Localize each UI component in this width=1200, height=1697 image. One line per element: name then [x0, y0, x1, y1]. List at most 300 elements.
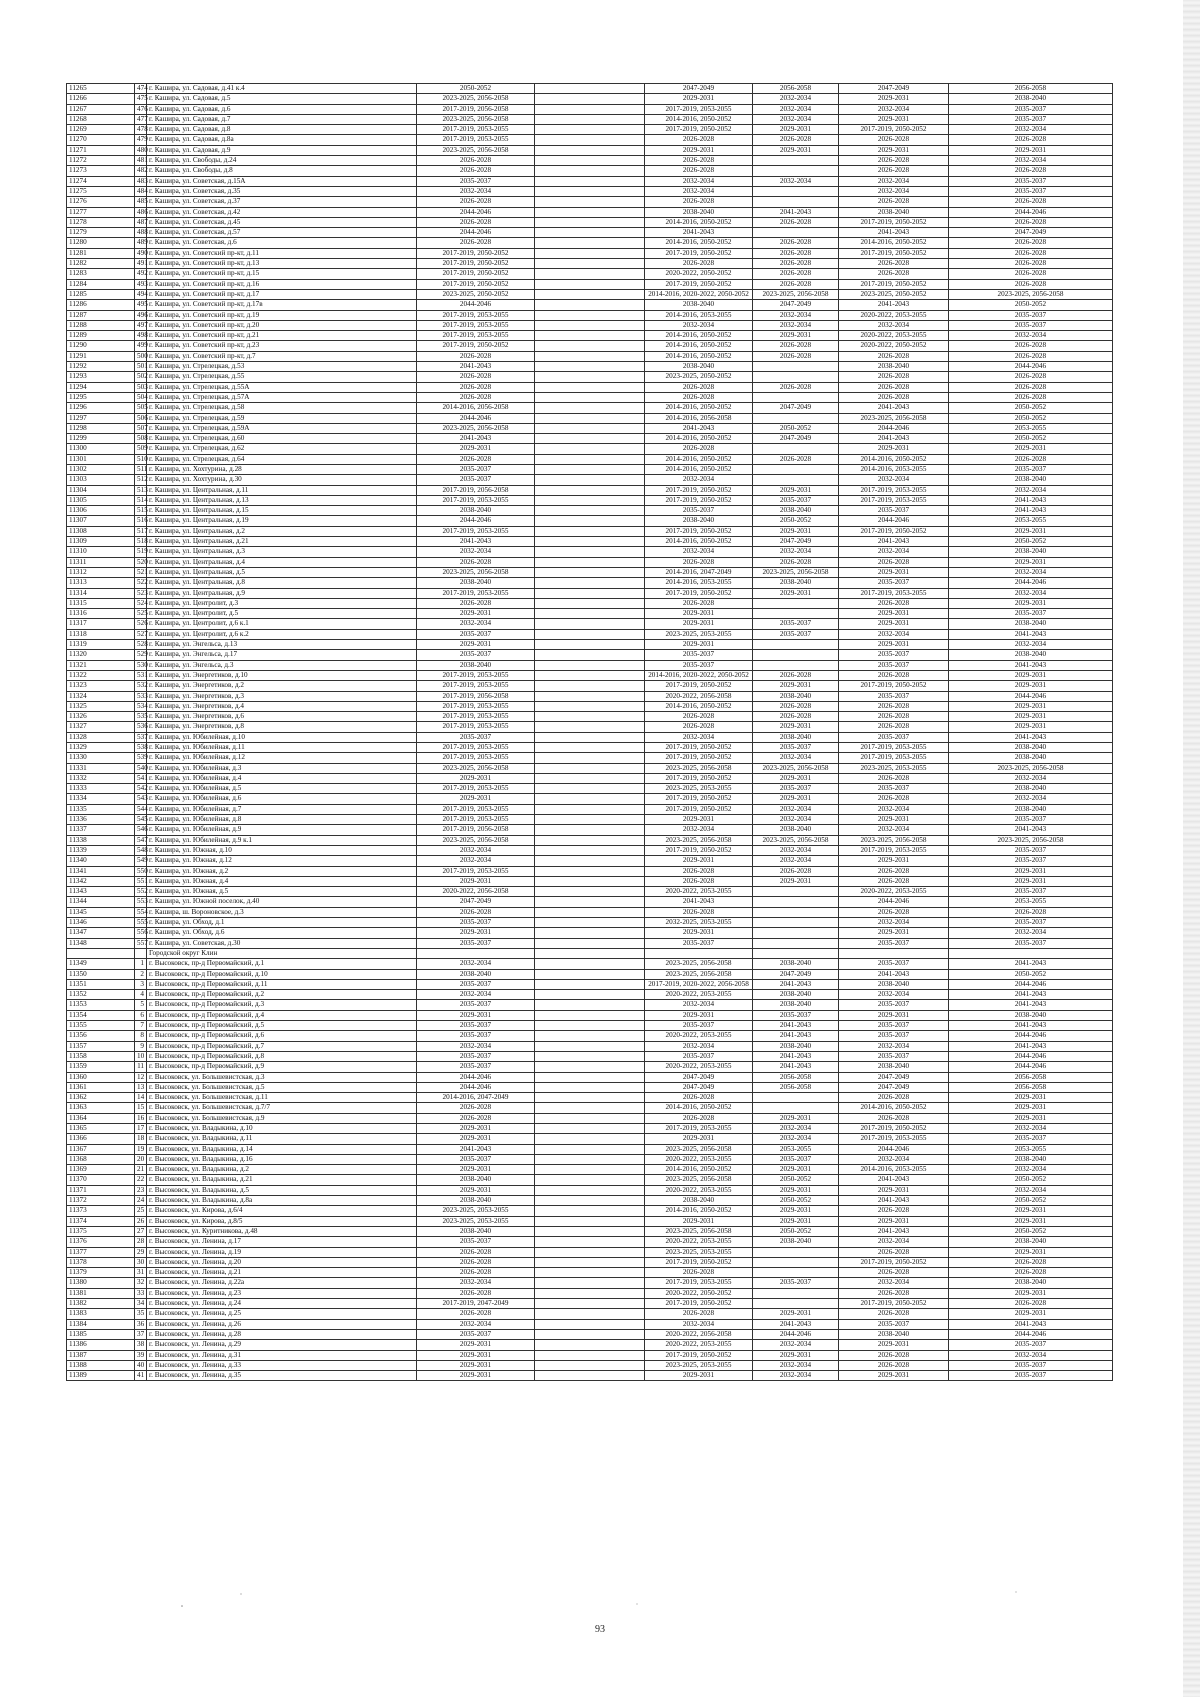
item-number: 23 — [135, 1185, 147, 1195]
period-1: 2026-2028 — [417, 372, 535, 382]
address: г. Кашира, ул. Южная, д.4 — [147, 876, 417, 886]
period-6: 2050-2052 — [949, 300, 1113, 310]
period-2 — [535, 640, 645, 650]
item-number: 493 — [135, 279, 147, 289]
table-row — [67, 743, 1113, 753]
period-2 — [535, 506, 645, 516]
period-3: 2029-2031 — [645, 1010, 753, 1020]
item-number: 24 — [135, 1196, 147, 1206]
period-4: 2035-2037 — [753, 743, 839, 753]
period-5: 2017-2019, 2053-2055 — [839, 485, 949, 495]
table-row — [67, 392, 1113, 402]
period-5: 2026-2028 — [839, 907, 949, 917]
period-6: 2053-2055 — [949, 516, 1113, 526]
period-5: 2026-2028 — [839, 156, 949, 166]
row-id: 11274 — [67, 176, 135, 186]
table-row — [67, 362, 1113, 372]
table-row — [67, 876, 1113, 886]
period-6: 2035-2037 — [949, 918, 1113, 928]
row-id: 11385 — [67, 1329, 135, 1339]
row-id: 11328 — [67, 732, 135, 742]
item-number: 33 — [135, 1288, 147, 1298]
period-5: 2017-2019, 2053-2055 — [839, 753, 949, 763]
period-6: 2038-2040 — [949, 743, 1113, 753]
address: г. Кашира, ул. Центральная, д.9 — [147, 588, 417, 598]
item-number: 34 — [135, 1299, 147, 1309]
period-2 — [535, 1226, 645, 1236]
period-5: 2026-2028 — [839, 712, 949, 722]
period-1: 2029-2031 — [417, 1350, 535, 1360]
period-2 — [535, 537, 645, 547]
period-2 — [535, 331, 645, 341]
period-5: 2041-2043 — [839, 403, 949, 413]
period-1: 2017-2019, 2053-2055 — [417, 722, 535, 732]
period-5: 2029-2031 — [839, 640, 949, 650]
table-row — [67, 423, 1113, 433]
address: г. Высоковск, ул. Большевистская, д.7/7 — [147, 1103, 417, 1113]
period-1: 2032-2034 — [417, 1041, 535, 1051]
period-3 — [645, 948, 753, 958]
period-3: 2038-2040 — [645, 300, 753, 310]
row-id: 11268 — [67, 114, 135, 124]
period-4: 2041-2043 — [753, 1051, 839, 1061]
period-4 — [753, 197, 839, 207]
address: г. Кашира, ул. Стрелецкая, д.59А — [147, 423, 417, 433]
period-6: 2026-2028 — [949, 135, 1113, 145]
row-id: 11376 — [67, 1237, 135, 1247]
period-2 — [535, 1165, 645, 1175]
address: г. Кашира, ул. Советский пр-кт, д.11 — [147, 248, 417, 258]
period-3: 2032-2034 — [645, 475, 753, 485]
period-3: 2014-2016, 2050-2052 — [645, 331, 753, 341]
period-5: 2041-2043 — [839, 434, 949, 444]
table-row — [67, 526, 1113, 536]
period-6: 2035-2037 — [949, 176, 1113, 186]
period-2 — [535, 609, 645, 619]
address: г. Кашира, ул. Энергетиков, д.2 — [147, 681, 417, 691]
period-4: 2047-2049 — [753, 434, 839, 444]
period-6: 2026-2028 — [949, 1299, 1113, 1309]
table-row — [67, 1216, 1113, 1226]
period-6: 2035-2037 — [949, 310, 1113, 320]
period-5: 2017-2019, 2053-2055 — [839, 495, 949, 505]
period-5 — [839, 948, 949, 958]
table-row — [67, 1360, 1113, 1370]
period-2 — [535, 1360, 645, 1370]
table-row — [67, 1021, 1113, 1031]
period-3: 2017-2019, 2050-2052 — [645, 526, 753, 536]
period-2 — [535, 629, 645, 639]
period-6: 2029-2031 — [949, 1247, 1113, 1257]
table-row — [67, 1000, 1113, 1010]
period-3: 2014-2016, 2020-2022, 2050-2052 — [645, 289, 753, 299]
address: г. Высоковск, ул. Ленина, д.26 — [147, 1319, 417, 1329]
address: г. Кашира, ул. Юбилейная, д.4 — [147, 773, 417, 783]
period-6: 2026-2028 — [949, 351, 1113, 361]
period-2 — [535, 279, 645, 289]
period-2 — [535, 320, 645, 330]
address: г. Высоковск, ул. Ленина, д.29 — [147, 1340, 417, 1350]
period-4: 2032-2034 — [753, 310, 839, 320]
address: г. Высоковск, ул. Ленина, д.20 — [147, 1257, 417, 1267]
period-3: 2014-2016, 2050-2052 — [645, 403, 753, 413]
table-row — [67, 722, 1113, 732]
item-number: 557 — [135, 938, 147, 948]
item-number: 551 — [135, 876, 147, 886]
period-2 — [535, 485, 645, 495]
period-1: 2017-2019, 2053-2055 — [417, 784, 535, 794]
period-1: 2026-2028 — [417, 351, 535, 361]
table-row — [67, 269, 1113, 279]
period-4: 2026-2028 — [753, 269, 839, 279]
period-4 — [753, 362, 839, 372]
period-1: 2029-2031 — [417, 1360, 535, 1370]
address: г. Кашира, ул. Энергетиков, д.10 — [147, 670, 417, 680]
period-2 — [535, 701, 645, 711]
period-6: 2038-2040 — [949, 650, 1113, 660]
row-id: 11373 — [67, 1206, 135, 1216]
period-1: 2026-2028 — [417, 1309, 535, 1319]
item-number: 533 — [135, 691, 147, 701]
period-3: 2020-2022, 2053-2055 — [645, 990, 753, 1000]
period-3: 2017-2019, 2050-2052 — [645, 753, 753, 763]
address: г. Высоковск, ул. Ленина, д.35 — [147, 1371, 417, 1381]
row-id: 11323 — [67, 681, 135, 691]
period-2 — [535, 135, 645, 145]
period-4: 2026-2028 — [753, 670, 839, 680]
address: г. Кашира, ул. Центролит, д.6 к.1 — [147, 619, 417, 629]
period-3: 2035-2037 — [645, 938, 753, 948]
period-2 — [535, 825, 645, 835]
period-6: 2026-2028 — [949, 341, 1113, 351]
period-3: 2032-2034 — [645, 1000, 753, 1010]
period-2 — [535, 928, 645, 938]
address: г. Высоковск, ул. Владыкина, д.21 — [147, 1175, 417, 1185]
row-id: 11349 — [67, 959, 135, 969]
table-row — [67, 547, 1113, 557]
period-2 — [535, 197, 645, 207]
address: г. Кашира, ул. Садовая, д.6 — [147, 104, 417, 114]
period-5: 2029-2031 — [839, 145, 949, 155]
period-1: 2029-2031 — [417, 928, 535, 938]
period-4: 2035-2037 — [753, 495, 839, 505]
row-id: 11351 — [67, 979, 135, 989]
period-3: 2026-2028 — [645, 866, 753, 876]
item-number: 522 — [135, 578, 147, 588]
period-6: 2044-2046 — [949, 979, 1113, 989]
period-1: 2035-2037 — [417, 464, 535, 474]
period-3: 2047-2049 — [645, 1082, 753, 1092]
item-number: 37 — [135, 1329, 147, 1339]
item-number: 27 — [135, 1226, 147, 1236]
period-5: 2026-2028 — [839, 166, 949, 176]
period-2 — [535, 959, 645, 969]
period-5: 2038-2040 — [839, 362, 949, 372]
address: г. Кашира, ул. Центральная, д.3 — [147, 547, 417, 557]
address: г. Высоковск, пр-д Первомайский, д.5 — [147, 1021, 417, 1031]
period-6: 2035-2037 — [949, 186, 1113, 196]
period-6: 2029-2031 — [949, 866, 1113, 876]
period-6: 2023-2025, 2056-2058 — [949, 289, 1113, 299]
period-6: 2032-2034 — [949, 156, 1113, 166]
period-4: 2026-2028 — [753, 712, 839, 722]
period-2 — [535, 588, 645, 598]
address: г. Кашира, ул. Свободы, д.8 — [147, 166, 417, 176]
period-6: 2041-2043 — [949, 1000, 1113, 1010]
row-id: 11266 — [67, 94, 135, 104]
period-1: 2029-2031 — [417, 609, 535, 619]
table-row — [67, 1288, 1113, 1298]
address: г. Высоковск, ул. Владыкина, д.5 — [147, 1185, 417, 1195]
period-6: 2041-2043 — [949, 1021, 1113, 1031]
period-2 — [535, 557, 645, 567]
address: г. Высоковск, ул. Владыкина, д.11 — [147, 1134, 417, 1144]
item-number: 535 — [135, 712, 147, 722]
period-2 — [535, 1082, 645, 1092]
row-id: 11366 — [67, 1134, 135, 1144]
item-number: 3 — [135, 979, 147, 989]
period-5: 2017-2019, 2050-2052 — [839, 248, 949, 258]
row-id: 11313 — [67, 578, 135, 588]
row-id: 11290 — [67, 341, 135, 351]
item-number: 552 — [135, 887, 147, 897]
table-row — [67, 969, 1113, 979]
period-2 — [535, 835, 645, 845]
item-number: 1 — [135, 959, 147, 969]
period-2 — [535, 156, 645, 166]
table-row — [67, 1154, 1113, 1164]
period-4: 2032-2034 — [753, 1371, 839, 1381]
table-row — [67, 351, 1113, 361]
row-id: 11343 — [67, 887, 135, 897]
period-1: 2035-2037 — [417, 1329, 535, 1339]
table-row — [67, 578, 1113, 588]
address: г. Высоковск, пр-д Первомайский, д.6 — [147, 1031, 417, 1041]
period-4: 2029-2031 — [753, 773, 839, 783]
table-row — [67, 1041, 1113, 1051]
period-1: 2017-2019, 2050-2052 — [417, 269, 535, 279]
address: г. Высоковск, ул. Большевистская, д.3 — [147, 1072, 417, 1082]
period-4: 2035-2037 — [753, 1154, 839, 1164]
item-number: 548 — [135, 845, 147, 855]
item-number: 490 — [135, 248, 147, 258]
item-number: 514 — [135, 495, 147, 505]
period-2 — [535, 815, 645, 825]
period-1: 2044-2046 — [417, 1082, 535, 1092]
period-5: 2035-2037 — [839, 732, 949, 742]
address: г. Кашира, ул. Юбилейная, д.6 — [147, 794, 417, 804]
period-4: 2032-2034 — [753, 176, 839, 186]
row-id: 11292 — [67, 362, 135, 372]
period-5: 2026-2028 — [839, 382, 949, 392]
period-6: 2041-2043 — [949, 1319, 1113, 1329]
period-3: 2035-2037 — [645, 1051, 753, 1061]
period-2 — [535, 84, 645, 94]
period-5: 2026-2028 — [839, 1309, 949, 1319]
period-6: 2029-2031 — [949, 1288, 1113, 1298]
row-id: 11365 — [67, 1123, 135, 1133]
row-id: 11374 — [67, 1216, 135, 1226]
period-5: 2029-2031 — [839, 1185, 949, 1195]
period-4: 2032-2034 — [753, 1134, 839, 1144]
row-id: 11279 — [67, 228, 135, 238]
period-5: 2017-2019, 2053-2055 — [839, 845, 949, 855]
address: г. Кашира, ул. Советский пр-кт, д.21 — [147, 331, 417, 341]
address: г. Кашира, ул. Центролит, д.3 — [147, 598, 417, 608]
period-6: 2029-2031 — [949, 1309, 1113, 1319]
row-id: 11265 — [67, 84, 135, 94]
period-4: 2029-2031 — [753, 1113, 839, 1123]
period-5: 2041-2043 — [839, 969, 949, 979]
row-id: 11354 — [67, 1010, 135, 1020]
period-1: 2026-2028 — [417, 382, 535, 392]
period-4: 2032-2034 — [753, 320, 839, 330]
address: г. Высоковск, пр-д Первомайский, д.9 — [147, 1062, 417, 1072]
period-2 — [535, 948, 645, 958]
period-6: 2050-2052 — [949, 969, 1113, 979]
period-4 — [753, 475, 839, 485]
row-id: 11350 — [67, 969, 135, 979]
period-1: 2044-2046 — [417, 228, 535, 238]
row-id: 11291 — [67, 351, 135, 361]
period-1: 2041-2043 — [417, 362, 535, 372]
table-row — [67, 567, 1113, 577]
period-4: 2035-2037 — [753, 629, 839, 639]
period-4: 2026-2028 — [753, 238, 839, 248]
table-row — [67, 403, 1113, 413]
row-id: 11273 — [67, 166, 135, 176]
period-2 — [535, 1288, 645, 1298]
period-1: 2029-2031 — [417, 1123, 535, 1133]
period-1: 2026-2028 — [417, 217, 535, 227]
period-2 — [535, 495, 645, 505]
period-4: 2038-2040 — [753, 578, 839, 588]
period-6: 2035-2037 — [949, 320, 1113, 330]
period-1: 2017-2019, 2053-2055 — [417, 743, 535, 753]
period-3: 2026-2028 — [645, 259, 753, 269]
period-4: 2029-2031 — [753, 1350, 839, 1360]
item-number: 519 — [135, 547, 147, 557]
period-4: 2032-2034 — [753, 104, 839, 114]
row-id: 11318 — [67, 629, 135, 639]
period-3: 2017-2019, 2053-2055 — [645, 1123, 753, 1133]
address: г. Кашира, ул. Юбилейная, д.5 — [147, 784, 417, 794]
item-number: 496 — [135, 310, 147, 320]
period-5: 2026-2028 — [839, 392, 949, 402]
period-4: 2026-2028 — [753, 259, 839, 269]
period-5: 2026-2028 — [839, 866, 949, 876]
period-3: 2038-2040 — [645, 207, 753, 217]
period-2 — [535, 743, 645, 753]
period-5: 2026-2028 — [839, 773, 949, 783]
period-1: 2035-2037 — [417, 1051, 535, 1061]
row-id: 11353 — [67, 1000, 135, 1010]
period-3: 2014-2016, 2050-2052 — [645, 1206, 753, 1216]
table-row — [67, 1175, 1113, 1185]
row-id: 11333 — [67, 784, 135, 794]
table-row — [67, 1247, 1113, 1257]
row-id: 11277 — [67, 207, 135, 217]
period-2 — [535, 1257, 645, 1267]
period-1: 2026-2028 — [417, 197, 535, 207]
period-2 — [535, 125, 645, 135]
period-3: 2026-2028 — [645, 135, 753, 145]
address: г. Кашира, ул. Стрелецкая, д.62 — [147, 444, 417, 454]
period-4: 2032-2034 — [753, 114, 839, 124]
period-3: 2014-2016, 2050-2052 — [645, 434, 753, 444]
period-5: 2032-2034 — [839, 1237, 949, 1247]
table-row — [67, 156, 1113, 166]
period-4: 2044-2046 — [753, 1329, 839, 1339]
row-id: 11308 — [67, 526, 135, 536]
table-row — [67, 464, 1113, 474]
item-number: 487 — [135, 217, 147, 227]
period-1: 2026-2028 — [417, 1103, 535, 1113]
period-6: 2035-2037 — [949, 1134, 1113, 1144]
item-number: 545 — [135, 815, 147, 825]
table-row — [67, 135, 1113, 145]
row-id: 11322 — [67, 670, 135, 680]
table-row — [67, 681, 1113, 691]
period-1: 2035-2037 — [417, 1154, 535, 1164]
period-1: 2017-2019, 2053-2055 — [417, 815, 535, 825]
period-6: 2038-2040 — [949, 619, 1113, 629]
period-3: 2029-2031 — [645, 145, 753, 155]
period-1: 2032-2034 — [417, 990, 535, 1000]
period-6: 2029-2031 — [949, 1103, 1113, 1113]
row-id: 11325 — [67, 701, 135, 711]
period-1: 2026-2028 — [417, 1257, 535, 1267]
period-4: 2041-2043 — [753, 1021, 839, 1031]
period-1: 2026-2028 — [417, 1247, 535, 1257]
period-6: 2044-2046 — [949, 1062, 1113, 1072]
table-row — [67, 506, 1113, 516]
period-6: 2032-2034 — [949, 928, 1113, 938]
period-3: 2017-2019, 2053-2055 — [645, 1278, 753, 1288]
table-row — [67, 145, 1113, 155]
period-2 — [535, 670, 645, 680]
item-number: 555 — [135, 918, 147, 928]
period-4: 2041-2043 — [753, 1031, 839, 1041]
period-6: 2023-2025, 2056-2058 — [949, 763, 1113, 773]
period-6: 2038-2040 — [949, 1237, 1113, 1247]
row-id: 11358 — [67, 1051, 135, 1061]
item-number: 513 — [135, 485, 147, 495]
period-3: 2017-2019, 2050-2052 — [645, 1257, 753, 1267]
address: г. Высоковск, ул. Владыкина, д.14 — [147, 1144, 417, 1154]
period-1: 2017-2019, 2053-2055 — [417, 125, 535, 135]
period-4 — [753, 1093, 839, 1103]
period-1: 2035-2037 — [417, 1000, 535, 1010]
item-number: 543 — [135, 794, 147, 804]
period-2 — [535, 876, 645, 886]
address: г. Кашира, ул. Южная, д.5 — [147, 887, 417, 897]
period-2 — [535, 1299, 645, 1309]
address: г. Высоковск, ул. Большевистская, д.5 — [147, 1082, 417, 1092]
row-id: 11278 — [67, 217, 135, 227]
period-5: 2032-2034 — [839, 186, 949, 196]
period-5: 2038-2040 — [839, 979, 949, 989]
table-row — [67, 413, 1113, 423]
period-6: 2032-2034 — [949, 485, 1113, 495]
row-id: 11271 — [67, 145, 135, 155]
item-number: 521 — [135, 567, 147, 577]
item-number: 477 — [135, 114, 147, 124]
item-number: 523 — [135, 588, 147, 598]
period-5: 2026-2028 — [839, 557, 949, 567]
period-1: 2017-2019, 2053-2055 — [417, 670, 535, 680]
period-2 — [535, 259, 645, 269]
